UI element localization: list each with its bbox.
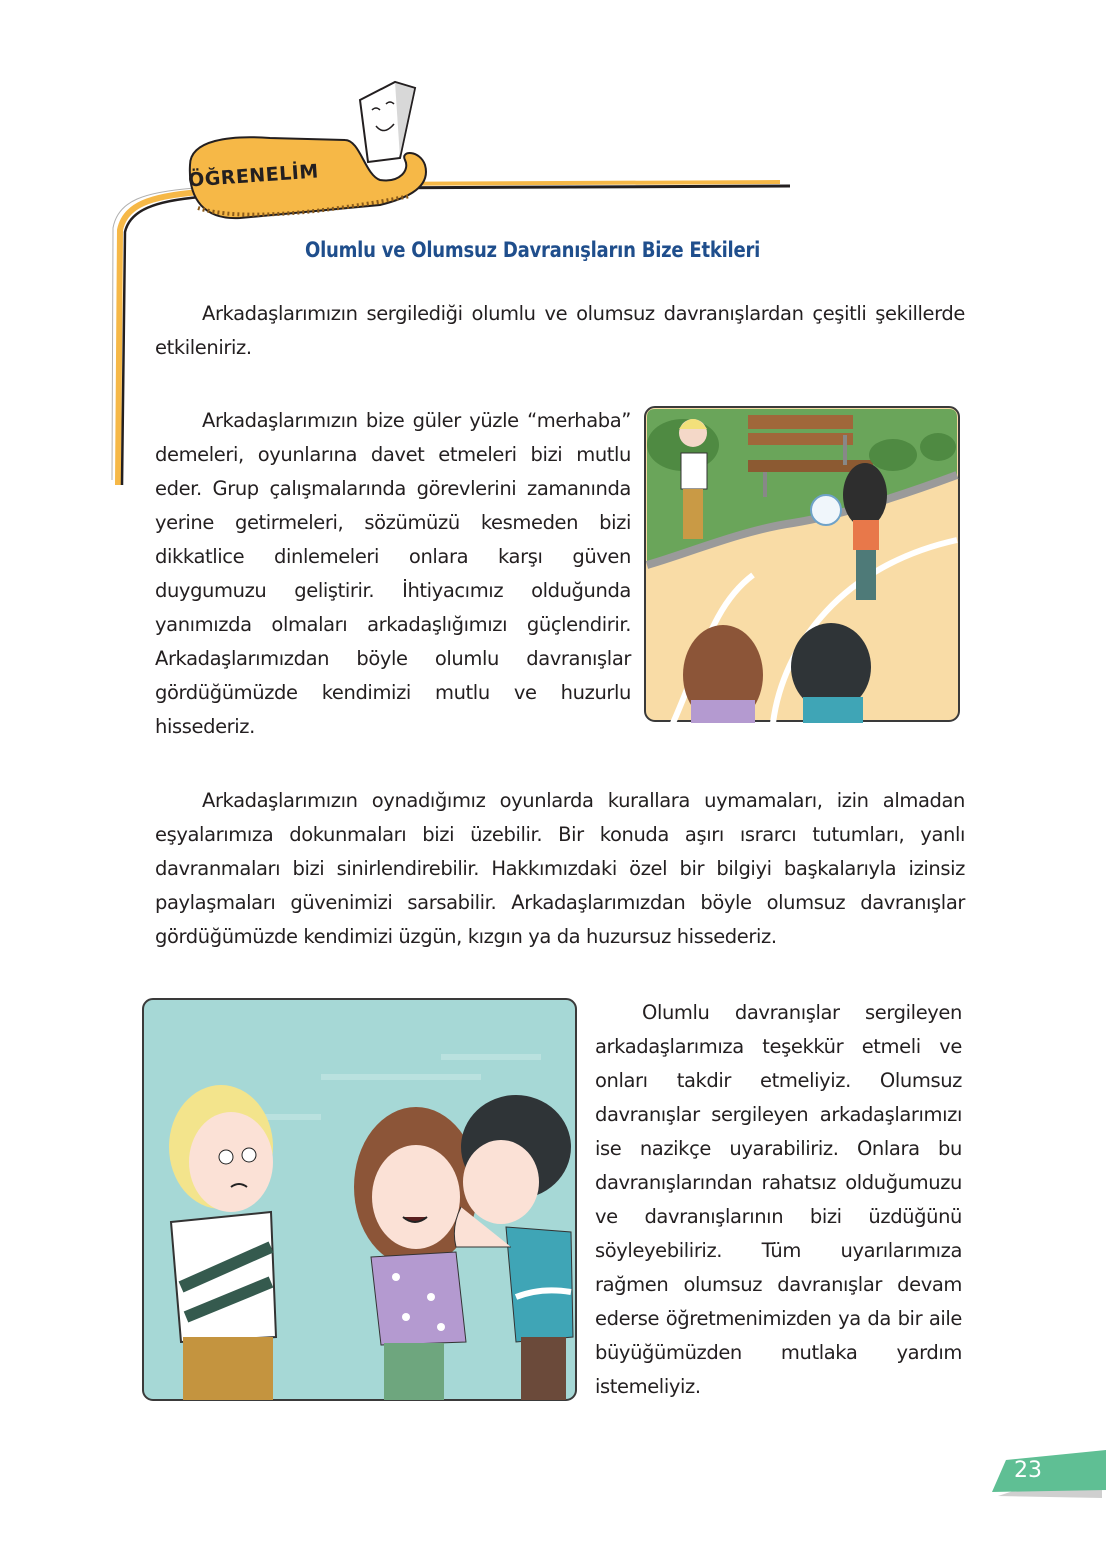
paragraph-text: Arkadaşlarımızın sergilediği olumlu ve olumsuz davranışlardan çeşitli şekillerde etkileniriz. — [155, 302, 965, 359]
whisper-illustration — [141, 997, 578, 1402]
paragraph-text: Olumlu davranışlar sergileyen arkadaşlarımıza teşekkür etmeli ve onları takdir etmeliyiz. Olumsuz davranışlar sergileyen arkadaşlarımızı ise nazikçe uyarabiliriz. Onlara bu davranışlarından rahatsız olduğumuzu ve davranışlarının bizi üzdüğünü söyleyebiliriz. Tüm uyarılarımıza rağmen olumsuz davranışlar devam ederse öğretmenimizden ya da bir aile büyüğümüzden mutlaka yardım istemeliyiz. — [595, 1001, 962, 1398]
paragraph-negative-behaviors — [155, 784, 965, 954]
section-title: Olumlu ve Olumsuz Davranışların Bize Etkileri — [305, 238, 761, 262]
ogrenelim-badge-label: ÖĞRENELİM — [187, 160, 320, 192]
smiling-book-icon — [360, 82, 415, 162]
paragraph-text: Arkadaşlarımızın oynadığımız oyunlarda kurallara uymamaları, izin almadan eşyalarımıza dokunmaları bizi üzebilir. Bir konuda aşırı ısrarcı tutumları, yanlı davranmaları bizi sinirlendirebilir. Hakkımızdaki özel bir bilgiyi başkalarıyla izinsiz paylaşmaları güvenimizi sarsabilir. Arkadaşlarımızdan böyle olumsuz davranışlar gördüğümüzde kendimizi üzgün, kızgın ya da huzursuz hissederiz. — [155, 789, 965, 948]
paragraph-text: Arkadaşlarımızın bize güler yüzle “merhaba” demeleri, oyunlarına davet etmeleri bizi mutlu eder. Grup çalışmalarında görevlerini zamanında yerine getirmeleri, sözümüzü kesmeden bizi dikkatlice dinlemeleri onlara karşı güven duygumuzu geliştirir. İhtiyacımız olduğunda yanımızda olmaları arkadaşlığımızı güçlendirir. Arkadaşlarımızdan böyle olumlu davranışlar gördüğümüzde kendimizi mutlu ve huzurlu hissederiz. — [155, 409, 631, 738]
paragraph-what-to-do — [595, 996, 962, 1404]
page-number: 23 — [1014, 1458, 1042, 1483]
park-ball-illustration — [643, 405, 961, 723]
paragraph-intro — [155, 297, 965, 365]
page-number-tab — [992, 1448, 1106, 1500]
paragraph-positive-behaviors — [155, 404, 631, 744]
